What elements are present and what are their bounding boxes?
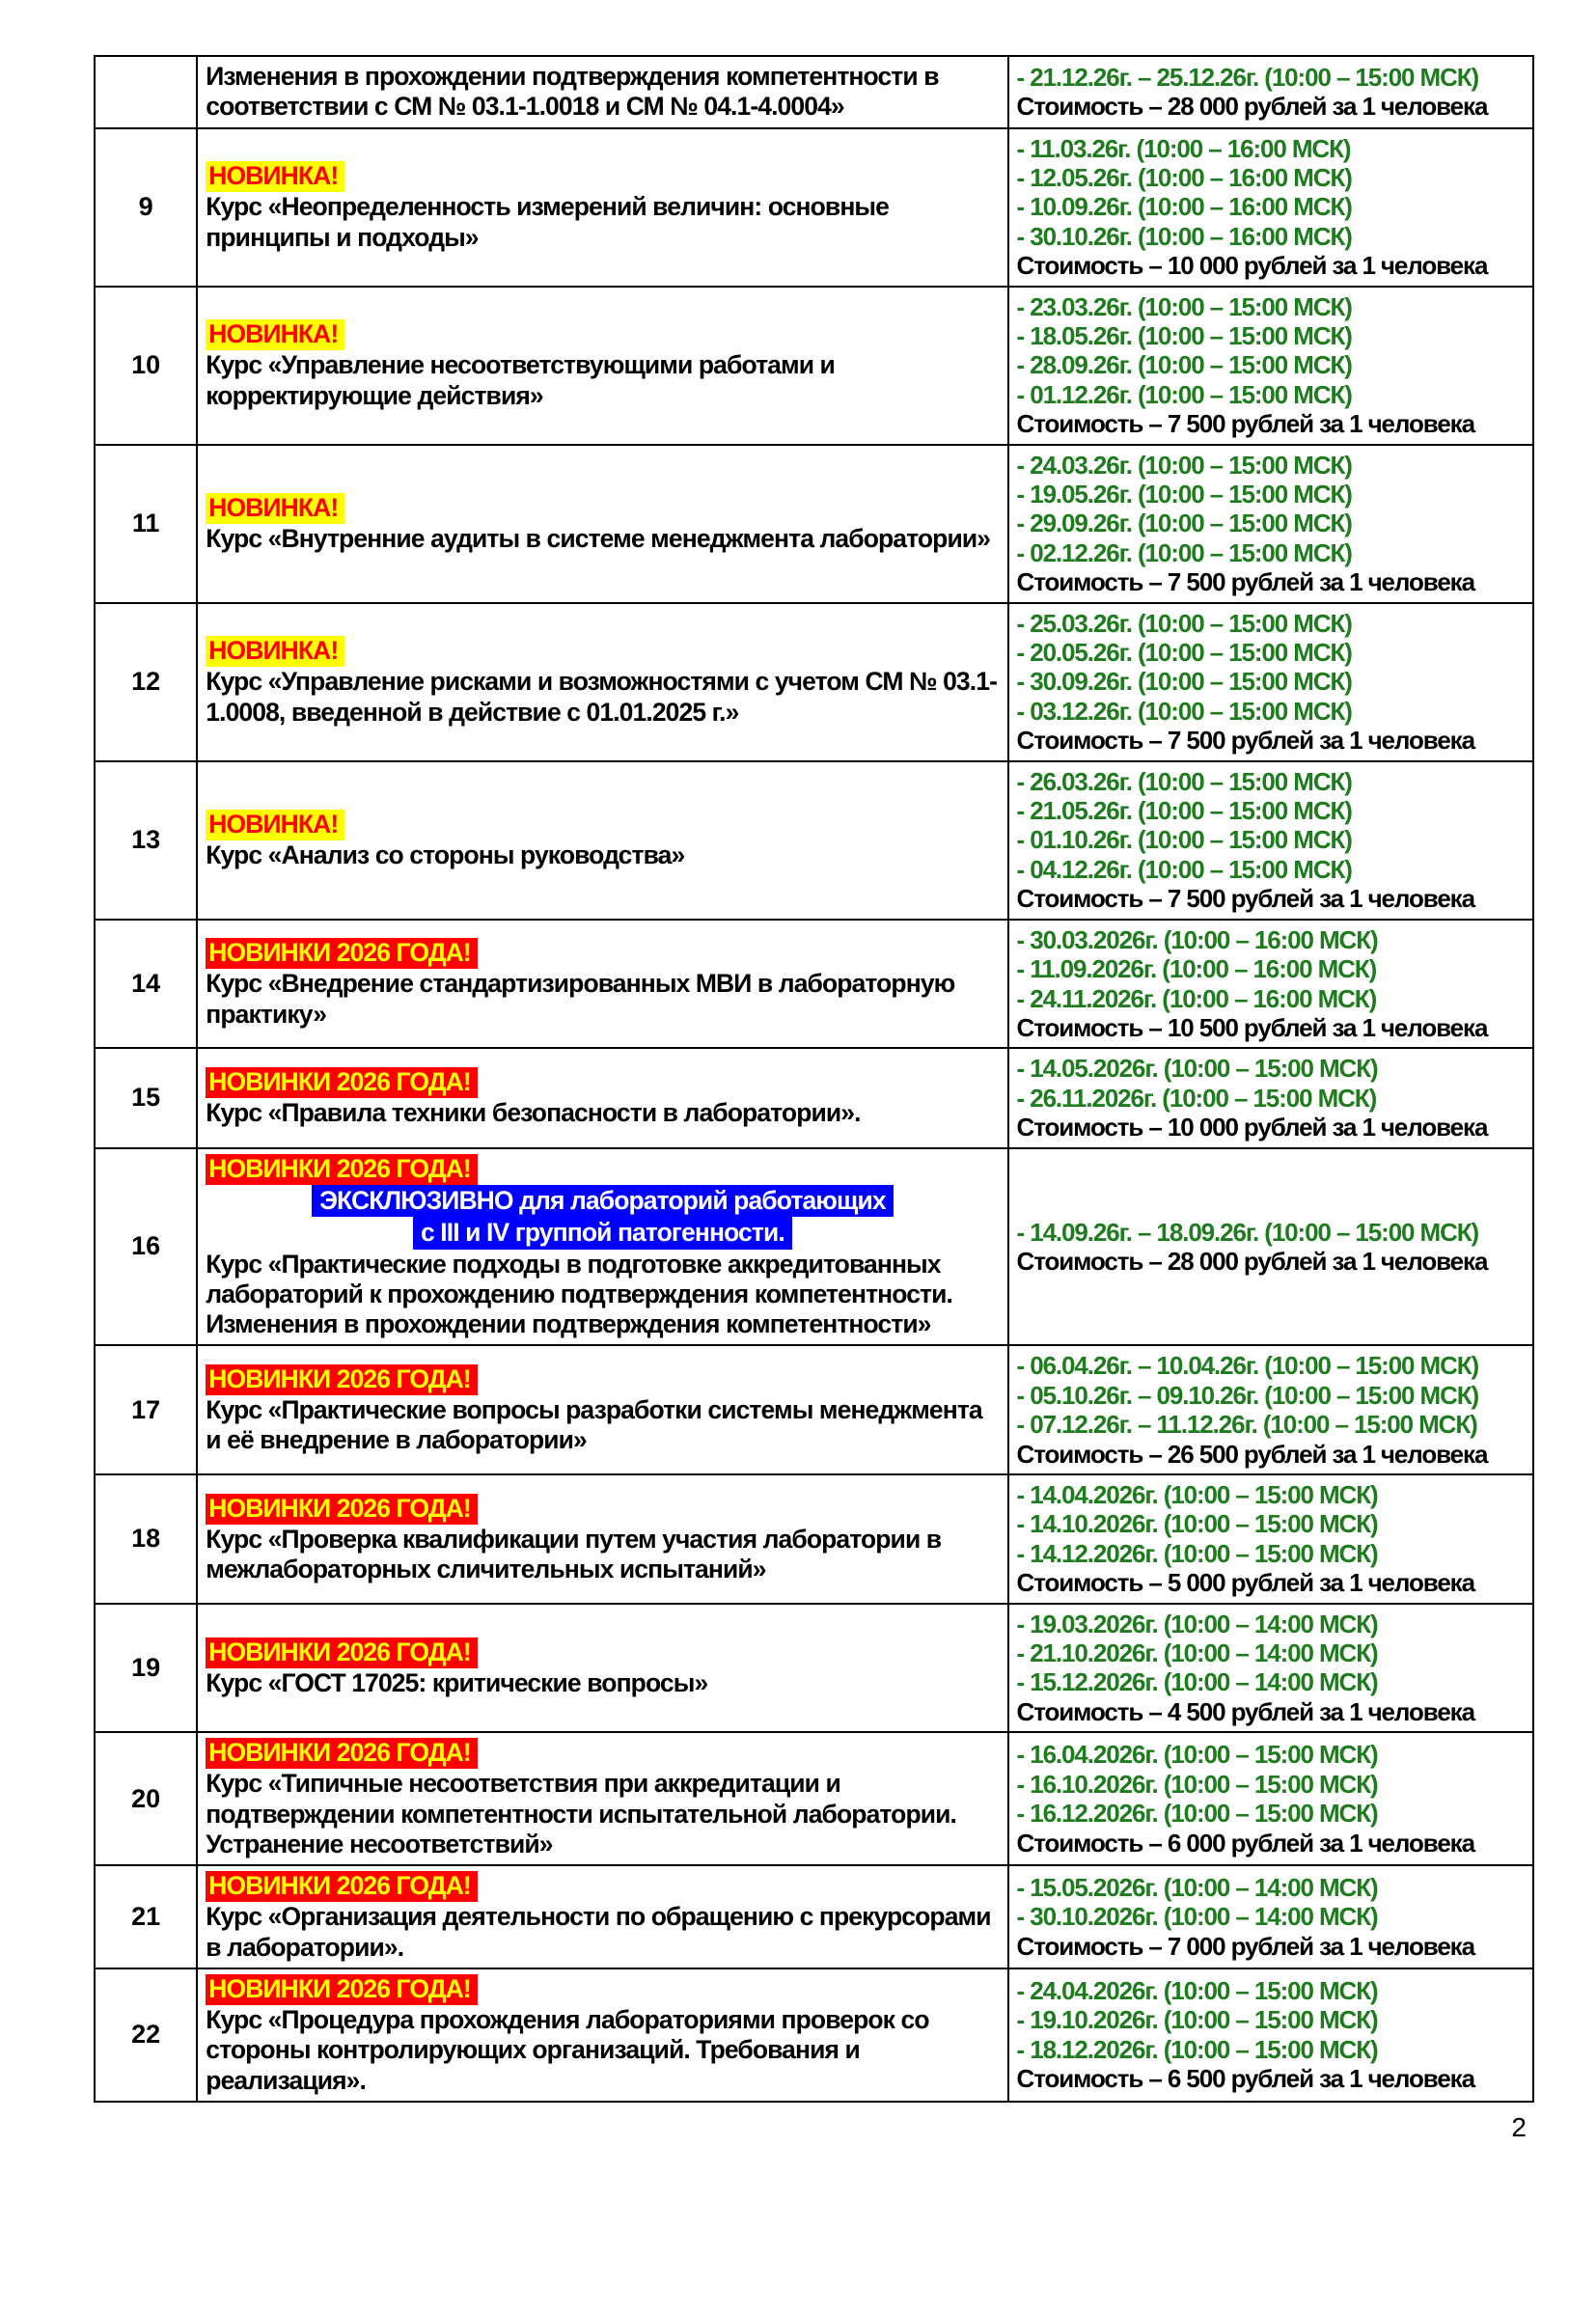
row-number-cell: 14	[95, 920, 197, 1049]
session-date: - 03.12.26г. (10:00 – 15:00 МСК)	[1016, 696, 1352, 726]
table-row	[95, 128, 1533, 287]
table-row	[95, 1345, 1533, 1474]
course-title: Курс «Внедрение стандартизированных МВИ в лабораторную практику»	[206, 969, 955, 1029]
course-cell	[197, 1732, 1007, 1865]
course-cost: Стоимость – 28 000 рублей за 1 человека	[1016, 92, 1488, 122]
course-cell	[197, 1048, 1007, 1147]
new-course-badge: НОВИНКИ 2026 ГОДА!	[206, 1871, 478, 1902]
session-date: - 10.09.26г. (10:00 – 16:00 МСК)	[1016, 192, 1352, 222]
table-row	[95, 920, 1533, 1049]
badge-line	[206, 1494, 999, 1525]
badge-line	[206, 1067, 999, 1098]
course-title: Курс «Правила техники безопасности в лаборатории».	[206, 1098, 861, 1128]
course-cost: Стоимость – 4 500 рублей за 1 человека	[1016, 1696, 1474, 1726]
course-cost: Стоимость – 7 500 рублей за 1 человека	[1016, 409, 1474, 439]
session-date: - 01.10.26г. (10:00 – 15:00 МСК)	[1016, 825, 1352, 855]
table-row	[95, 1865, 1533, 1968]
table-row	[95, 603, 1533, 761]
course-cell	[197, 1474, 1007, 1604]
badge-line	[206, 1154, 999, 1185]
new-course-badge: НОВИНКА!	[206, 319, 344, 350]
session-date: - 02.12.26г. (10:00 – 15:00 МСК)	[1016, 537, 1352, 567]
dates-cell	[1008, 1048, 1533, 1147]
course-title: Курс «ГОСТ 17025: критические вопросы»	[206, 1667, 708, 1697]
session-date: - 07.12.26г. – 11.12.26г. (10:00 – 15:00 МСК)	[1016, 1410, 1477, 1440]
badge-line	[206, 1364, 999, 1395]
course-cost: Стоимость – 10 000 рублей за 1 человека	[1016, 251, 1488, 281]
row-number-cell: 21	[95, 1865, 197, 1968]
badge-line	[206, 810, 999, 840]
session-date: - 26.03.26г. (10:00 – 15:00 МСК)	[1016, 766, 1352, 796]
new-course-badge: НОВИНКИ 2026 ГОДА!	[206, 1154, 478, 1185]
course-cell	[197, 287, 1007, 445]
badge-line	[206, 1738, 999, 1769]
new-course-badge: НОВИНКИ 2026 ГОДА!	[206, 1067, 478, 1098]
row-number-cell: 11	[95, 445, 197, 603]
badge-line	[206, 636, 999, 667]
new-course-badge: НОВИНКА!	[206, 810, 344, 840]
exclusive-highlight-text: с III и IV группой патогенности.	[413, 1217, 792, 1249]
dates-cell	[1008, 1604, 1533, 1733]
dates-cell	[1008, 128, 1533, 287]
row-number-cell: 17	[95, 1345, 197, 1474]
course-title: Курс «Анализ со стороны руководства»	[206, 840, 685, 870]
course-cell	[197, 1604, 1007, 1733]
exclusive-highlight-line	[206, 1185, 999, 1217]
course-cost: Стоимость – 10 000 рублей за 1 человека	[1016, 1113, 1488, 1142]
session-date: - 19.10.2026г. (10:00 – 15:00 МСК)	[1016, 2005, 1378, 2035]
course-title: Курс «Процедура прохождения лабораториями проверок со стороны контролирующих организаций. Требования и реализация».	[206, 2005, 929, 2095]
course-cell	[197, 445, 1007, 603]
session-date: - 20.05.26г. (10:00 – 15:00 МСК)	[1016, 638, 1352, 668]
new-course-badge: НОВИНКИ 2026 ГОДА!	[206, 938, 478, 969]
course-cost: Стоимость – 28 000 рублей за 1 человека	[1016, 1246, 1488, 1276]
session-date: - 18.05.26г. (10:00 – 15:00 МСК)	[1016, 320, 1352, 350]
table-row	[95, 1474, 1533, 1604]
course-cell	[197, 1865, 1007, 1968]
row-number-cell: 18	[95, 1474, 197, 1604]
badge-line	[206, 161, 999, 192]
course-title: Изменения в прохождении подтверждения компетентности в соответствии с СМ № 03.1-1.0018 и СМ № 04.1-4.0004»	[206, 62, 939, 122]
table-row	[95, 1148, 1533, 1346]
course-cost: Стоимость – 26 500 рублей за 1 человека	[1016, 1439, 1488, 1469]
row-number-cell: 13	[95, 761, 197, 920]
course-title: Курс «Управление рисками и возможностями с учетом СМ № 03.1-1.0008, введенной в действие с 01.01.2025 г.»	[206, 667, 997, 727]
row-number-cell: 19	[95, 1604, 197, 1733]
session-date: - 05.10.26г. – 09.10.26г. (10:00 – 15:00 МСК)	[1016, 1380, 1479, 1410]
table-row	[95, 1604, 1533, 1733]
badge-line	[206, 1638, 999, 1668]
course-title: Курс «Практические подходы в подготовке аккредитованных лабораторий к прохождению подтверждения компетентности. Изменения в прохождении подтверждения компетентности»	[206, 1249, 952, 1339]
new-course-badge: НОВИНКИ 2026 ГОДА!	[206, 1738, 478, 1769]
row-number-cell: 22	[95, 1968, 197, 2102]
new-course-badge: НОВИНКА!	[206, 161, 344, 192]
session-date: - 30.10.2026г. (10:00 – 14:00 МСК)	[1016, 1902, 1378, 1932]
badge-line	[206, 1974, 999, 2005]
course-cell	[197, 1968, 1007, 2102]
session-date: - 06.04.26г. – 10.04.26г. (10:00 – 15:00 МСК)	[1016, 1351, 1479, 1381]
session-date: - 16.10.2026г. (10:00 – 15:00 МСК)	[1016, 1769, 1378, 1799]
session-date: - 15.12.2026г. (10:00 – 14:00 МСК)	[1016, 1667, 1378, 1697]
course-cell	[197, 603, 1007, 761]
table-row	[95, 761, 1533, 920]
table-row	[95, 56, 1533, 128]
session-date: - 24.03.26г. (10:00 – 15:00 МСК)	[1016, 450, 1352, 480]
badge-line	[206, 493, 999, 524]
course-cell	[197, 56, 1007, 128]
badge-line	[206, 938, 999, 969]
course-title: Курс «Управление несоответствующими работами и корректирующие действия»	[206, 350, 835, 410]
dates-cell	[1008, 1865, 1533, 1968]
course-cost: Стоимость – 6 000 рублей за 1 человека	[1016, 1828, 1474, 1858]
row-number-cell: 20	[95, 1732, 197, 1865]
session-date: - 16.12.2026г. (10:00 – 15:00 МСК)	[1016, 1799, 1378, 1829]
session-date: - 30.10.26г. (10:00 – 16:00 МСК)	[1016, 221, 1352, 251]
dates-cell	[1008, 1474, 1533, 1604]
session-date: - 21.05.26г. (10:00 – 15:00 МСК)	[1016, 796, 1352, 826]
row-number-cell: 9	[95, 128, 197, 287]
session-date: - 30.09.26г. (10:00 – 15:00 МСК)	[1016, 667, 1352, 697]
new-course-badge: НОВИНКИ 2026 ГОДА!	[206, 1494, 478, 1525]
course-cell	[197, 761, 1007, 920]
course-cell	[197, 920, 1007, 1049]
new-course-badge: НОВИНКИ 2026 ГОДА!	[206, 1364, 478, 1395]
session-date: - 28.09.26г. (10:00 – 15:00 МСК)	[1016, 350, 1352, 380]
page-number: 2	[1511, 2111, 1527, 2142]
dates-cell	[1008, 1732, 1533, 1865]
session-date: - 14.09.26г. – 18.09.26г. (10:00 – 15:00 МСК)	[1016, 1217, 1479, 1247]
course-cost: Стоимость – 5 000 рублей за 1 человека	[1016, 1568, 1474, 1598]
new-course-badge: НОВИНКА!	[206, 636, 344, 667]
table-row	[95, 287, 1533, 445]
course-schedule-table	[94, 55, 1534, 2103]
dates-cell	[1008, 287, 1533, 445]
session-date: - 14.10.2026г. (10:00 – 15:00 МСК)	[1016, 1509, 1378, 1539]
dates-cell	[1008, 1968, 1533, 2102]
dates-cell	[1008, 920, 1533, 1049]
table-row	[95, 1048, 1533, 1147]
session-date: - 12.05.26г. (10:00 – 16:00 МСК)	[1016, 162, 1352, 192]
session-date: - 11.09.2026г. (10:00 – 16:00 МСК)	[1016, 954, 1377, 984]
dates-cell	[1008, 56, 1533, 128]
session-date: - 24.11.2026г. (10:00 – 16:00 МСК)	[1016, 983, 1377, 1013]
course-cost: Стоимость – 6 500 рублей за 1 человека	[1016, 2064, 1474, 2094]
session-date: - 14.04.2026г. (10:00 – 15:00 МСК)	[1016, 1480, 1378, 1510]
session-date: - 21.10.2026г. (10:00 – 14:00 МСК)	[1016, 1638, 1378, 1668]
course-cell	[197, 128, 1007, 287]
row-number-cell: 16	[95, 1148, 197, 1346]
badge-line	[206, 319, 999, 350]
session-date: - 18.12.2026г. (10:00 – 15:00 МСК)	[1016, 2034, 1378, 2064]
course-title: Курс «Практические вопросы разработки системы менеджмента и её внедрение в лаборатории»	[206, 1395, 982, 1455]
badge-line	[206, 1871, 999, 1902]
new-course-badge: НОВИНКИ 2026 ГОДА!	[206, 1974, 478, 2005]
course-title: Курс «Организация деятельности по обращению с прекурсорами в лаборатории».	[206, 1902, 991, 1962]
course-title: Курс «Проверка квалификации путем участия лаборатории в межлабораторных сличительных испытаний»	[206, 1524, 942, 1583]
course-cost: Стоимость – 7 000 рублей за 1 человека	[1016, 1931, 1474, 1961]
course-title: Курс «Неопределенность измерений величин: основные принципы и подходы»	[206, 192, 889, 252]
session-date: - 15.05.2026г. (10:00 – 14:00 МСК)	[1016, 1872, 1378, 1902]
session-date: - 11.03.26г. (10:00 – 16:00 МСК)	[1016, 133, 1351, 163]
session-date: - 19.05.26г. (10:00 – 15:00 МСК)	[1016, 480, 1352, 509]
exclusive-highlight-text: ЭКСКЛЮЗИВНО для лабораторий работающих	[312, 1185, 894, 1217]
new-course-badge: НОВИНКА!	[206, 493, 344, 524]
row-number-cell: 15	[95, 1048, 197, 1147]
row-number-cell	[95, 56, 197, 128]
session-date: - 29.09.26г. (10:00 – 15:00 МСК)	[1016, 509, 1352, 538]
session-date: - 23.03.26г. (10:00 – 15:00 МСК)	[1016, 291, 1352, 321]
session-date: - 16.04.2026г. (10:00 – 15:00 МСК)	[1016, 1740, 1378, 1770]
dates-cell	[1008, 603, 1533, 761]
session-date: - 14.05.2026г. (10:00 – 15:00 МСК)	[1016, 1054, 1378, 1084]
exclusive-highlight-line	[206, 1217, 999, 1249]
course-cost: Стоимость – 7 500 рублей за 1 человека	[1016, 726, 1474, 756]
table-row	[95, 1732, 1533, 1865]
session-date: - 21.12.26г. – 25.12.26г. (10:00 – 15:00 МСК)	[1016, 62, 1479, 92]
dates-cell	[1008, 445, 1533, 603]
session-date: - 14.12.2026г. (10:00 – 15:00 МСК)	[1016, 1538, 1378, 1568]
course-title: Курс «Типичные несоответствия при аккредитации и подтверждении компетентности испытательной лаборатории. Устранение несоответствий»	[206, 1769, 956, 1858]
course-cost: Стоимость – 7 500 рублей за 1 человека	[1016, 884, 1474, 914]
dates-cell	[1008, 1148, 1533, 1346]
new-course-badge: НОВИНКИ 2026 ГОДА!	[206, 1638, 478, 1668]
table-row	[95, 445, 1533, 603]
course-table-body	[95, 56, 1533, 2102]
dates-cell	[1008, 761, 1533, 920]
session-date: - 30.03.2026г. (10:00 – 16:00 МСК)	[1016, 924, 1378, 954]
session-date: - 24.04.2026г. (10:00 – 15:00 МСК)	[1016, 1976, 1378, 2006]
course-cell	[197, 1345, 1007, 1474]
session-date: - 26.11.2026г. (10:00 – 15:00 МСК)	[1016, 1083, 1377, 1113]
session-date: - 19.03.2026г. (10:00 – 14:00 МСК)	[1016, 1609, 1378, 1638]
session-date: - 25.03.26г. (10:00 – 15:00 МСК)	[1016, 608, 1352, 638]
course-cost: Стоимость – 10 500 рублей за 1 человека	[1016, 1012, 1488, 1042]
row-number-cell: 12	[95, 603, 197, 761]
session-date: - 01.12.26г. (10:00 – 15:00 МСК)	[1016, 379, 1352, 409]
table-row	[95, 1968, 1533, 2102]
course-cell	[197, 1148, 1007, 1346]
dates-cell	[1008, 1345, 1533, 1474]
course-cost: Стоимость – 7 500 рублей за 1 человека	[1016, 567, 1474, 597]
session-date: - 04.12.26г. (10:00 – 15:00 МСК)	[1016, 854, 1352, 884]
course-title: Курс «Внутренние аудиты в системе менеджмента лаборатории»	[206, 524, 991, 554]
row-number-cell: 10	[95, 287, 197, 445]
